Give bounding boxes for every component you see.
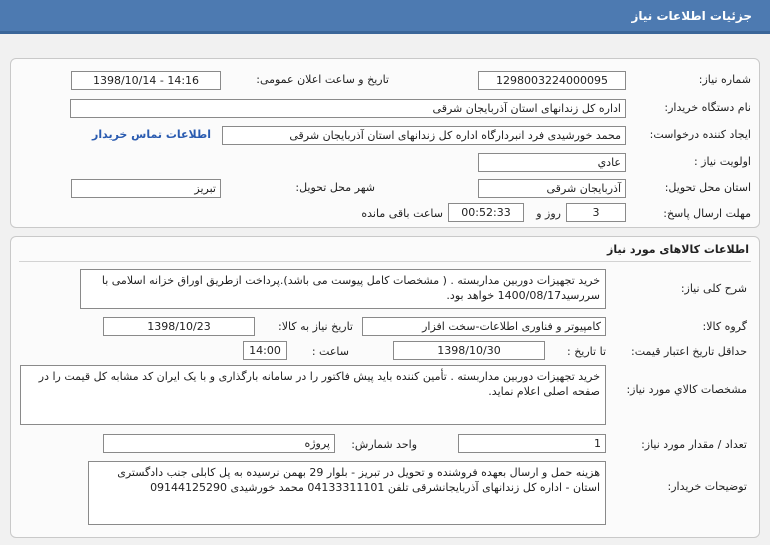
priority-label: اولویت نیاز : [693, 155, 751, 168]
creator-label: ایجاد کننده درخواست: [649, 128, 751, 141]
days-label: روز و [536, 207, 561, 220]
announce-field: 1398/10/14 - 14:16 [71, 71, 221, 90]
validity-date-field: 1398/10/30 [393, 341, 545, 360]
buyer-org-label: نام دستگاه خریدار: [664, 101, 751, 114]
specs-field: خرید تجهیزات دوربین مداربسته . تأمین کننده باید پیش فاکتور را در سامانه بارگذاری و با یک ایران کد مشابه کل قیمت را در صفحه اصلی اعلام نماید. [20, 365, 606, 425]
min-validity-label: حداقل تاریخ اعتبار قیمت: [631, 345, 747, 358]
qty-label: تعداد / مقدار مورد نیاز: [641, 438, 747, 451]
province-field: آذربایجان شرقی [478, 179, 626, 198]
buyer-notes-label: توضیحات خریدار: [667, 480, 747, 493]
buyer-notes-field: هزینه حمل و ارسال بعهده فروشنده و تحویل در تبریز - بلوار 29 بهمن نرسیده به پل کابلی جنب دادگستری استان - اداره کل زندانهای آذربایجانشرقی تلفن 04133311101 محمد خورشیدی 09144125290 [88, 461, 606, 525]
buyer-org-field: اداره کل زندانهای استان آذربایجان شرقی [70, 99, 626, 118]
unit-field: پروژه [103, 434, 335, 453]
need-date-field: 1398/10/23 [103, 317, 255, 336]
specs-label: مشخصات کالاي مورد نياز: [626, 383, 747, 396]
section-divider [19, 261, 751, 262]
unit-label: واحد شمارش: [351, 438, 417, 451]
announce-label: تاریخ و ساعت اعلان عمومی: [256, 73, 389, 86]
city-field: تبریز [71, 179, 221, 198]
group-field: کامپیوتر و فناوری اطلاعات-سخت افزار [362, 317, 606, 336]
until-label: تا تاریخ : [567, 345, 606, 358]
priority-field: عادي [478, 153, 626, 172]
summary-label: شرح کلی نیاز: [680, 282, 747, 295]
hour-label: ساعت : [311, 345, 349, 358]
creator-field: محمد خورشیدی فرد انبردارگاه اداره کل زندانهای استان آذربایجان شرقی [222, 126, 626, 145]
city-label: شهر محل تحویل: [295, 181, 375, 194]
group-label: گروه کالا: [702, 320, 747, 333]
goods-info-panel [10, 236, 760, 538]
days-field: 3 [566, 203, 626, 222]
need-number-label: شماره نیاز: [698, 73, 751, 86]
province-label: استان محل تحویل: [664, 181, 751, 194]
deadline-label: مهلت ارسال پاسخ: [663, 207, 751, 220]
validity-hour-field: 14:00 [243, 341, 287, 360]
qty-field: 1 [458, 434, 606, 453]
need-number-field: 1298003224000095 [478, 71, 626, 90]
need-date-label: تاریخ نیاز به کالا: [278, 320, 353, 333]
page-title: جزئیات اطلاعات نیاز [631, 9, 752, 23]
summary-field: خرید تجهیزات دوربین مداربسته . ( مشخصات کامل پیوست می باشد).پرداخت ازطریق اوراق خزانه اسلامی با سررسید1400/08/17 خواهد بود. [80, 269, 606, 309]
time-left-field: 00:52:33 [448, 203, 524, 222]
title-underline [0, 31, 770, 34]
title-bar [0, 0, 770, 34]
goods-section-title: اطلاعات کالاهای مورد نیاز [607, 243, 749, 256]
contact-info-link[interactable]: اطلاعات تماس خریدار [91, 128, 211, 141]
time-left-label: ساعت باقی مانده [361, 207, 443, 220]
general-info-panel [10, 58, 760, 228]
